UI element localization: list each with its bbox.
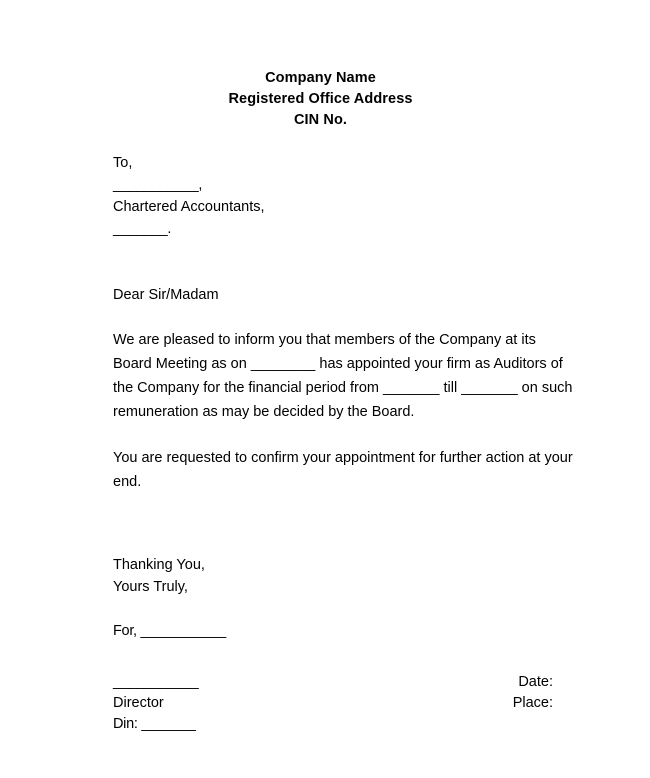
letterhead xyxy=(0,68,641,131)
date-place-block xyxy=(513,672,553,714)
din-line: Din: _______ xyxy=(113,716,196,732)
registered-office-address: Registered Office Address xyxy=(228,91,413,107)
for-line: For, ___________ xyxy=(113,623,226,639)
salutation: Dear Sir/Madam xyxy=(113,287,219,303)
letter-footer xyxy=(113,672,553,735)
to-label: To, xyxy=(113,155,133,171)
thanking-line: Thanking You, xyxy=(113,557,205,573)
recipient-address-blank: _______. xyxy=(113,221,172,237)
body-paragraph-1: We are pleased to inform you that members of the Company at its Board Meeting as on ________ has appointed your firm as Auditors of the Company for the financial period from _______ till _______ on such remuneration as may be decided by the Board. xyxy=(113,332,573,420)
spacer-for-line xyxy=(113,598,573,620)
closing-block xyxy=(113,554,573,598)
date-label: Date: xyxy=(518,674,553,690)
signature-blank: ___________ xyxy=(113,674,199,690)
signatory-designation: Director xyxy=(113,695,164,711)
footer-row xyxy=(113,672,553,735)
spacer-paragraph-2 xyxy=(113,424,573,446)
spacer-paragraph-1 xyxy=(113,306,573,328)
body-paragraph-2: You are requested to confirm your appointment for further action at your end. xyxy=(113,450,573,490)
cin-number: CIN No. xyxy=(293,112,348,128)
recipient-block xyxy=(113,152,573,240)
place-label: Place: xyxy=(512,695,553,711)
spacer-closing xyxy=(113,494,573,554)
recipient-name-blank: ___________, xyxy=(113,177,203,193)
recipient-designation: Chartered Accountants, xyxy=(113,199,265,215)
signature-block xyxy=(113,672,198,735)
company-name: Company Name xyxy=(265,70,376,86)
letter-body xyxy=(113,152,573,642)
yours-truly-line: Yours Truly, xyxy=(113,579,188,595)
spacer-salutation xyxy=(113,240,573,284)
